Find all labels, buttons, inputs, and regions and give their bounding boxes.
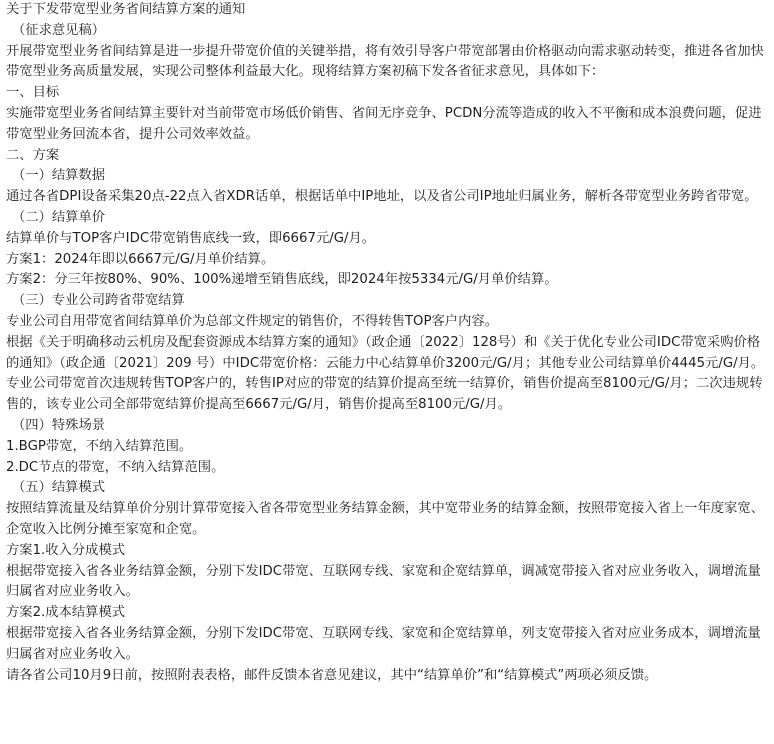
settlement-mode-text: 按照结算流量及结算单价分别计算带宽接入省各带宽型业务结算金额，其中宽带业务的结算金额，按照带宽接入省上一年度家宽、企宽收入比例分摊至家宽和企宽。 xyxy=(6,501,764,537)
professional-company-text-3: 专业公司带宽首次违规转售TOP客户的，转售IP对应的带宽的结算价提高至统一结算价，销售价提高至8100元/G/月；二次违规转售的，该专业公司全部带宽结算价提高至6667元/G/月，销售价提高至8100元/G/月。 xyxy=(6,376,763,413)
settlement-data-text: 通过各省DPI设备采集20点-22点入省XDR话单，根据话单中IP地址，以及省公司IP地址归属业务，解析各带宽型业务跨省带宽。 xyxy=(6,189,758,205)
intro-paragraph: 开展带宽型业务省间结算是进一步提升带宽价值的关键举措，将有效引导客户带宽部署由价格驱动向需求驱动转变，推进各省加快带宽型业务高质量发展，实现公司整体利益最大化。现将结算方案初稿下发各省征求意见，具体如下： xyxy=(6,43,764,80)
settlement-price-heading: （二）结算单价 xyxy=(12,209,106,225)
settlement-mode-heading: （五）结算模式 xyxy=(12,480,106,496)
section-plan-heading: 二、方案 xyxy=(6,147,60,163)
price-plan-1: 方案1：2024年即以6667元/G/月单价结算。 xyxy=(6,251,275,267)
special-case-item-1: 1.BGP带宽，不纳入结算范围。 xyxy=(6,438,193,454)
special-cases-heading: （四）特殊场景 xyxy=(12,417,106,433)
document-title: 关于下发带宽型业务省间结算方案的通知 xyxy=(6,2,246,17)
mode-1-text: 根据带宽接入省各业务结算金额，分别下发IDC带宽、互联网专线、家宽和企宽结算单，调减宽带接入省对应业务收入，调增流量归属省对应业务收入。 xyxy=(6,563,761,600)
settlement-price-text: 结算单价与TOP客户IDC带宽销售底线一致，即6667元/G/月。 xyxy=(6,230,376,246)
mode-2-heading: 方案2.成本结算模式 xyxy=(6,605,126,621)
mode-2-text: 根据带宽接入省各业务结算金额，分别下发IDC带宽、互联网专线、家宽和企宽结算单，列支宽带接入省对应业务成本，调增流量归属省对应业务收入。 xyxy=(6,625,761,662)
draft-note: （征求意见稿） xyxy=(12,22,106,38)
section-goal-heading: 一、目标 xyxy=(6,85,60,101)
closing-paragraph: 请各省公司10月9日前，按照附表表格，邮件反馈本省意见建议，其中“结算单价”和“结算模式”两项必须反馈。 xyxy=(6,667,658,683)
settlement-data-heading: （一）结算数据 xyxy=(12,168,106,184)
special-case-item-2: 2.DC节点的带宽，不纳入结算范围。 xyxy=(6,459,225,475)
price-plan-2: 方案2：分三年按80%、90%、100%递增至销售底线，即2024年按5334元/G/月单价结算。 xyxy=(6,272,558,288)
professional-company-text-1: 专业公司自用带宽省间结算单价为总部文件规定的销售价，不得转售TOP客户内容。 xyxy=(6,313,498,329)
section-goal-text: 实施带宽型业务省间结算主要针对当前带宽市场低价销售、省间无序竞争、PCDN分流等造成的收入不平衡和成本浪费问题，促进带宽型业务回流本省，提升公司效率效益。 xyxy=(6,105,762,142)
professional-company-heading: （三）专业公司跨省带宽结算 xyxy=(12,293,185,309)
mode-1-heading: 方案1.收入分成模式 xyxy=(6,542,126,558)
professional-company-text-2: 根据《关于明确移动云机房及配套资源成本结算方案的通知》（政企通〔2022〕128号）和《关于优化专业公司IDC带宽采购价格的通知》（政企通〔2021〕209 号）中IDC带宽价格：云能力中心结算单价3200元/G/月；其他专业公司结算单价4445元/G/月。 xyxy=(6,334,765,371)
